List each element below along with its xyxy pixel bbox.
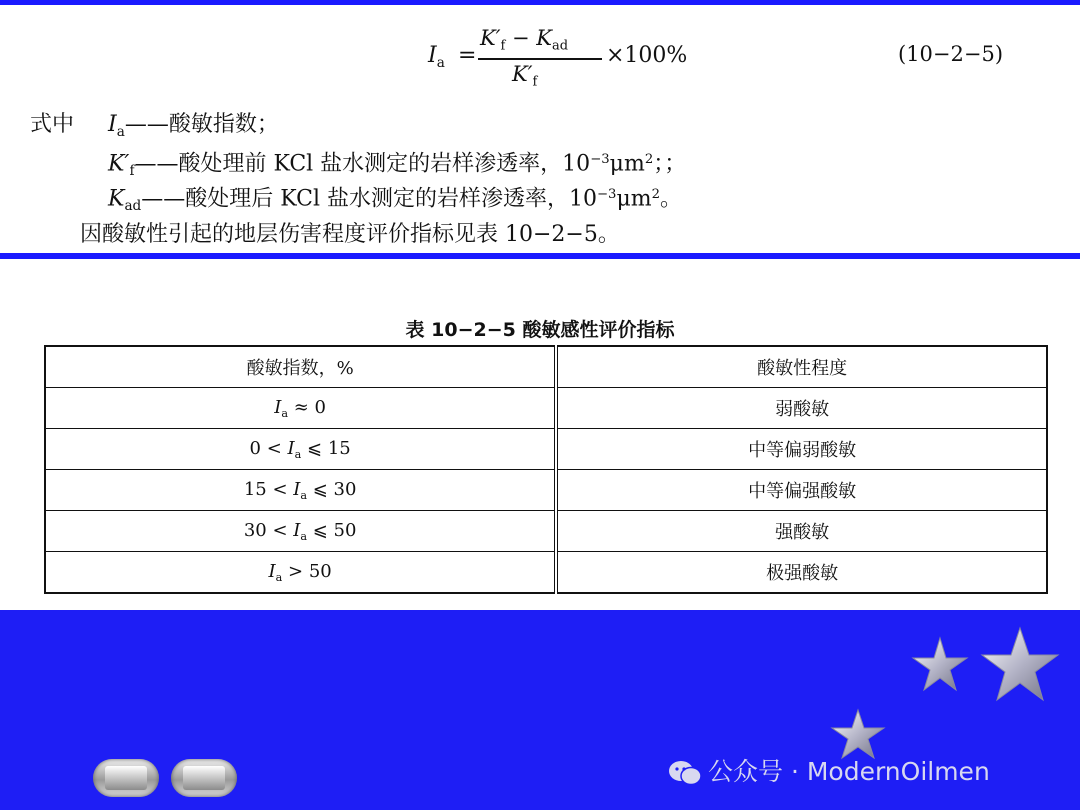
table-row — [45, 429, 1047, 470]
middle-blue-rule — [0, 253, 1080, 259]
star-icon — [832, 710, 884, 758]
definition-lead: 式中 — [30, 112, 75, 137]
sensitivity-level: 弱酸敏 — [556, 388, 1047, 429]
index-range: $15 < I_a$ ⩽ 30 — [45, 470, 556, 511]
formula-denominator: $K'_f$ — [512, 62, 538, 90]
previous-button-icon — [105, 766, 147, 790]
previous-slide-button[interactable] — [93, 759, 159, 797]
table-row — [45, 388, 1047, 429]
table-header-row — [45, 346, 1047, 388]
star-icon — [913, 638, 967, 690]
sensitivity-level: 极强酸敏 — [556, 552, 1047, 594]
formula-equals: = — [458, 43, 477, 68]
next-button-icon — [183, 766, 225, 790]
table-row — [45, 511, 1047, 552]
star-icon — [982, 628, 1058, 700]
top-blue-rule — [0, 0, 1080, 5]
next-slide-button[interactable] — [171, 759, 237, 797]
sensitivity-level: 中等偏强酸敏 — [556, 470, 1047, 511]
index-range: $I_a > 50$ — [45, 552, 556, 594]
formula-numerator: $K'_f - K_{ad}$ — [480, 26, 569, 54]
index-range: $I_a \approx 0$ — [45, 388, 556, 429]
equation-number: (10−2−5) — [898, 42, 1004, 66]
sensitivity-level: 强酸敏 — [556, 511, 1047, 552]
table-caption: 表 10−2−5 酸敏感性评价指标 — [405, 319, 675, 341]
formula-lhs: $I_a$ — [428, 43, 445, 71]
watermark: 公众号 · ModernOilmen — [668, 752, 990, 788]
index-range: $0 < I_a$ ⩽ 15 — [45, 429, 556, 470]
table-row — [45, 552, 1047, 594]
fraction-bar — [478, 58, 602, 60]
definition-ia: $I_a——$酸敏指数； — [108, 112, 279, 140]
formula-multiplier: ×100% — [606, 43, 688, 68]
index-range: $30 < I_a$ ⩽ 50 — [45, 511, 556, 552]
acid-sensitivity-table — [44, 345, 1048, 594]
header-level: 酸敏性程度 — [556, 346, 1047, 388]
header-index: 酸敏指数，% — [45, 346, 556, 388]
table-row — [45, 470, 1047, 511]
definition-kf: $K'_f——$酸处理前 KCl 盐水测定的岩样渗透率，$10^{-3}\mu m^2$；； — [108, 151, 687, 180]
definition-kad: $K_{ad}——$酸处理后 KCl 盐水测定的岩样渗透率，$10^{-3}\mu m^2$。 — [108, 186, 683, 215]
wechat-icon — [668, 759, 702, 787]
sensitivity-level: 中等偏弱酸敏 — [556, 429, 1047, 470]
table-reference-sentence: 因酸敏性引起的地层伤害程度评价指标见表 10−2−5。 — [80, 222, 620, 247]
